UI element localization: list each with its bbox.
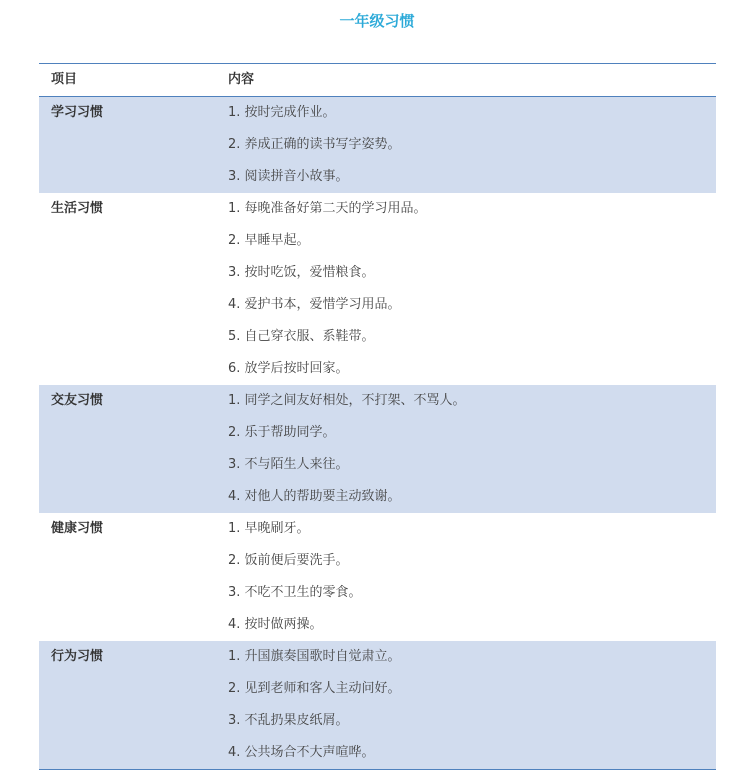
table-header-row (39, 64, 716, 97)
group-items (228, 513, 716, 641)
habit-group-study (39, 97, 716, 193)
list-item: 3. 按时吃饭，爱惜粮食。 (228, 265, 375, 280)
group-items (228, 385, 716, 513)
list-item: 2. 养成正确的读书写字姿势。 (228, 137, 401, 152)
list-item: 3. 不吃不卫生的零食。 (228, 585, 362, 600)
group-items (228, 641, 716, 769)
group-items (228, 97, 716, 193)
list-item: 5. 自己穿衣服、系鞋带。 (228, 329, 375, 344)
habit-group-life (39, 193, 716, 385)
group-title: 健康习惯 (51, 521, 104, 536)
habit-group-friends (39, 385, 716, 513)
list-item: 2. 乐于帮助同学。 (228, 425, 336, 440)
list-item: 2. 见到老师和客人主动问好。 (228, 681, 401, 696)
group-items (228, 193, 716, 385)
list-item: 1. 同学之间友好相处，不打架、不骂人。 (228, 393, 466, 408)
header-item: 项目 (51, 72, 78, 87)
group-title: 行为习惯 (51, 649, 104, 664)
habit-group-behavior (39, 641, 716, 769)
list-item: 4. 按时做两操。 (228, 617, 323, 632)
group-title: 交友习惯 (51, 393, 104, 408)
header-content: 内容 (228, 72, 255, 87)
list-item: 6. 放学后按时回家。 (228, 361, 349, 376)
list-item: 2. 早睡早起。 (228, 233, 310, 248)
list-item: 1. 按时完成作业。 (228, 105, 336, 120)
habit-group-health (39, 513, 716, 641)
list-item: 3. 不与陌生人来往。 (228, 457, 349, 472)
group-title: 生活习惯 (51, 201, 104, 216)
list-item: 4. 对他人的帮助要主动致谢。 (228, 489, 401, 504)
habit-table (39, 63, 716, 770)
group-title: 学习习惯 (51, 105, 104, 120)
list-item: 1. 升国旗奏国歌时自觉肃立。 (228, 649, 401, 664)
list-item: 2. 饭前便后要洗手。 (228, 553, 349, 568)
list-item: 3. 阅读拼音小故事。 (228, 169, 349, 184)
list-item: 1. 每晚准备好第二天的学习用品。 (228, 201, 427, 216)
page-title: 一年级习惯 (339, 12, 415, 30)
list-item: 4. 公共场合不大声喧哗。 (228, 745, 375, 760)
list-item: 1. 早晚刷牙。 (228, 521, 310, 536)
list-item: 4. 爱护书本，爱惜学习用品。 (228, 297, 401, 312)
list-item: 3. 不乱扔果皮纸屑。 (228, 713, 349, 728)
